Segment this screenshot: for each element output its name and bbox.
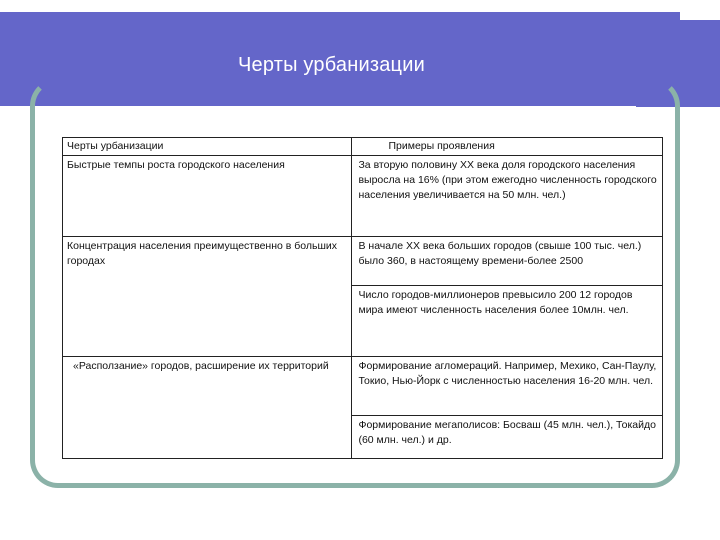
header-notch [680,12,720,20]
table-header-row [63,138,663,156]
slide-title: Черты урбанизации [238,54,425,76]
table-row [63,156,663,237]
header-features: Черты урбанизации [63,138,352,156]
example-cell: Формирование агломераций. Например, Мехико, Сан-Паулу, Токио, Нью-Йорк с численностью населения 16-20 млн. чел. [352,357,663,416]
table-row [63,237,663,286]
urbanization-table [62,137,663,459]
example-cell: Число городов-миллионеров превысило 200 12 городов мира имеют численность населения более 10млн. чел. [352,286,663,357]
example-cell: За вторую половину XX века доля городского населения выросла на 16% (при этом ежегодно численность городского населения увеличивается на 50 млн. чел.) [352,156,663,237]
feature-cell: Концентрация населения преимущественно в больших городах [63,237,352,357]
header-examples: Примеры проявления [352,138,663,156]
example-cell: В начале XX века больших городов (свыше 100 тыс. чел.) было 360, в настоящему времени-более 2500 [352,237,663,286]
example-cell: Формирование мегаполисов: Босваш (45 млн. чел.), Токайдо (60 млн. чел.) и др. [352,416,663,459]
feature-cell: «Расползание» городов, расширение их территорий [63,357,352,459]
feature-cell: Быстрые темпы роста городского населения [63,156,352,237]
table-row [63,357,663,416]
